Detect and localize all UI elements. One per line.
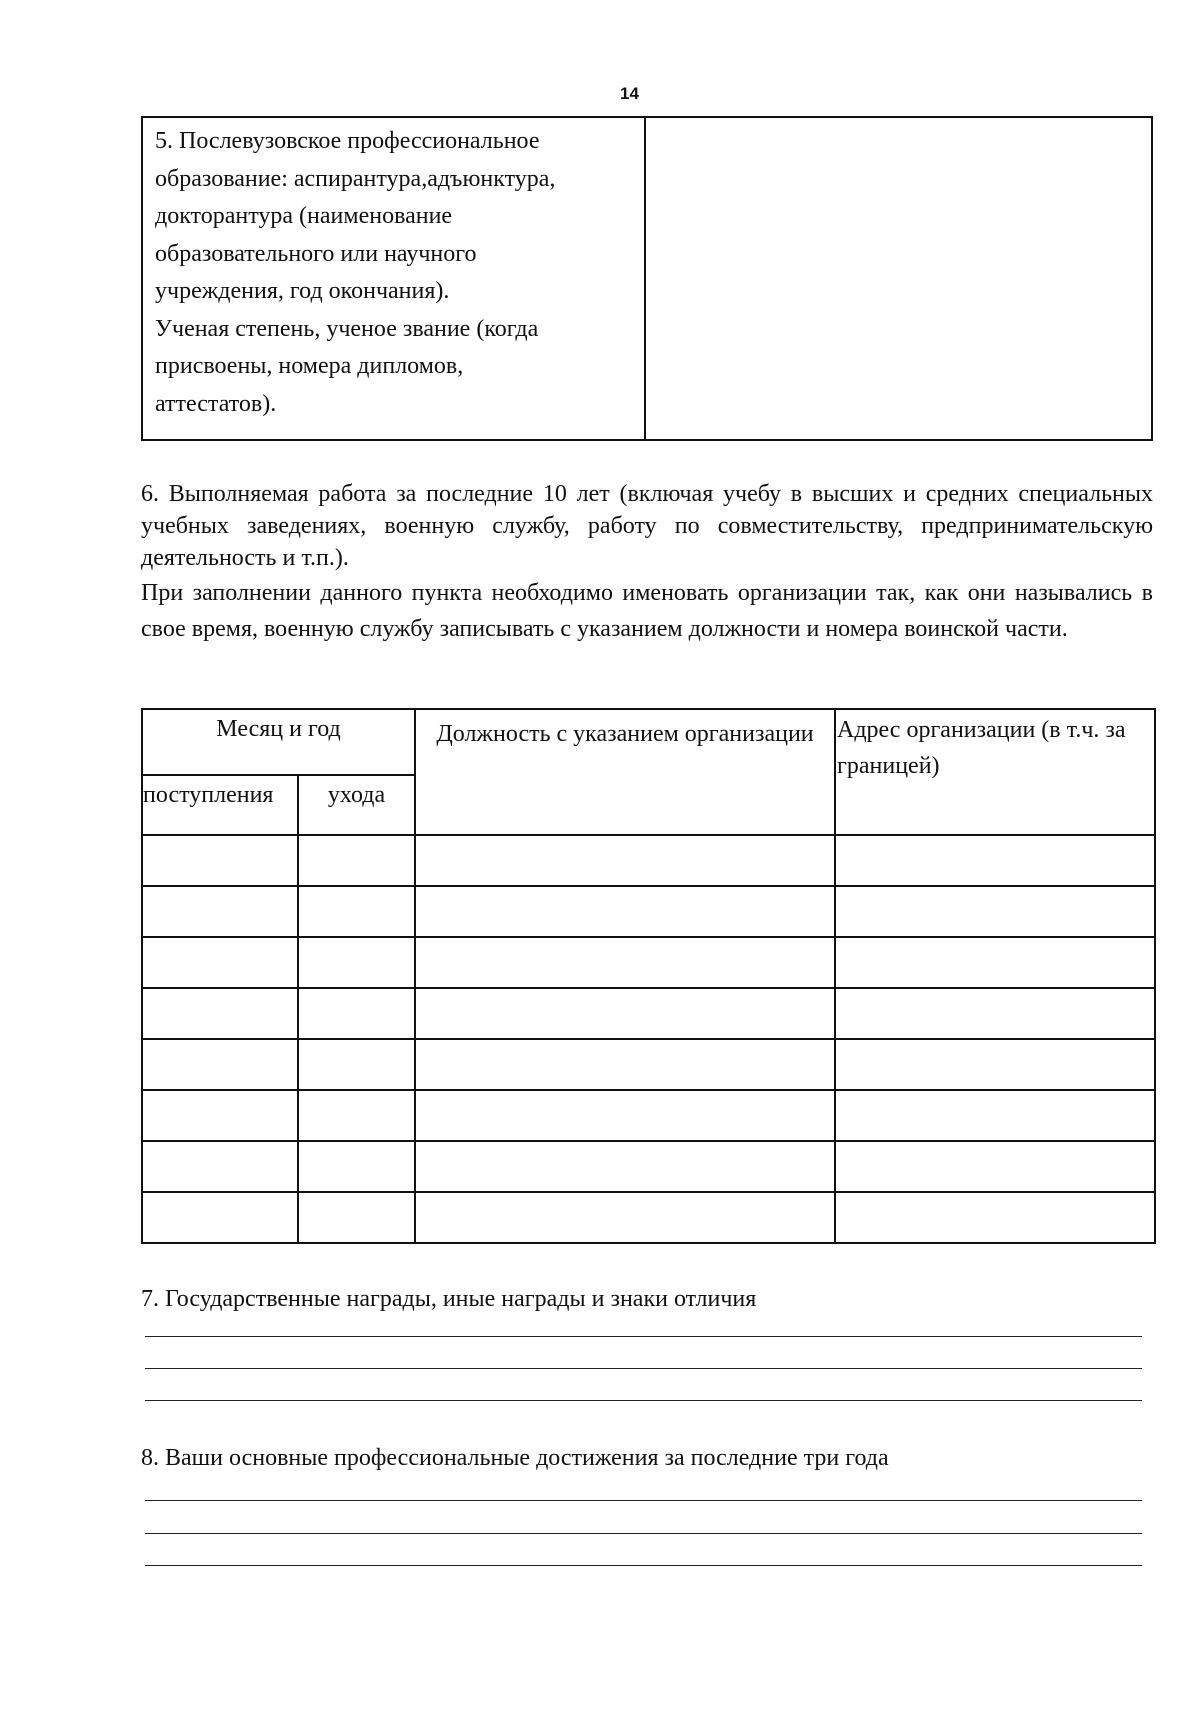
table-row xyxy=(142,835,1155,886)
end-cell[interactable] xyxy=(298,988,415,1039)
end-cell[interactable] xyxy=(298,1039,415,1090)
end-cell[interactable] xyxy=(298,835,415,886)
awards-line-3[interactable] xyxy=(145,1400,1142,1401)
achievements-title: 8. Ваши основные профессиональные достижения за последние три года xyxy=(141,1445,889,1471)
start-cell[interactable] xyxy=(142,835,298,886)
header-address: Адрес организации (в т.ч. за границей) xyxy=(835,709,1155,835)
address-cell[interactable] xyxy=(835,1141,1155,1192)
address-cell[interactable] xyxy=(835,1039,1155,1090)
achievements-line-3[interactable] xyxy=(145,1565,1142,1566)
table-row xyxy=(142,1039,1155,1090)
label-line: образовательного или научного xyxy=(155,240,477,267)
header-position: Должность с указанием организации xyxy=(415,709,835,835)
table-row xyxy=(142,937,1155,988)
achievements-line-2[interactable] xyxy=(145,1533,1142,1534)
label-line: образование: аспирантура,адъюнктура, xyxy=(155,165,556,192)
label-line: присвоены, номера дипломов, xyxy=(155,353,464,379)
table-row xyxy=(142,1141,1155,1192)
address-cell[interactable] xyxy=(835,937,1155,988)
position-cell[interactable] xyxy=(415,937,835,988)
label-line: 5. Послевузовское профессиональное xyxy=(155,128,540,154)
label-line: учреждения, год окончания). xyxy=(155,278,450,304)
achievements-line-1[interactable] xyxy=(145,1500,1142,1501)
table-row xyxy=(142,1090,1155,1141)
start-cell[interactable] xyxy=(142,988,298,1039)
address-cell[interactable] xyxy=(835,1090,1155,1141)
address-cell[interactable] xyxy=(835,886,1155,937)
header-end: ухода xyxy=(298,775,415,835)
awards-line-2[interactable] xyxy=(145,1368,1142,1369)
work-history-instructions: При заполнении данного пункта необходимо именовать организации так, как они назывались в свое время, военную службу записывать с указанием должности и номера воинской части. xyxy=(141,580,1153,642)
position-cell[interactable] xyxy=(415,835,835,886)
header-month-year: Месяц и год xyxy=(142,709,415,775)
end-cell[interactable] xyxy=(298,1090,415,1141)
address-cell[interactable] xyxy=(835,835,1155,886)
position-cell[interactable] xyxy=(415,1192,835,1243)
label-line: докторантура (наименование xyxy=(155,203,453,229)
work-history-heading: 6. Выполняемая работа за последние 10 лет (включая учебу в высших и средних специальных учебных заведениях, военную службу, работу по совместительству, предпринимательскую деятельность и т.п.). xyxy=(141,481,1153,571)
postgraduate-education-label xyxy=(143,118,646,439)
address-cell[interactable] xyxy=(835,1192,1155,1243)
end-cell[interactable] xyxy=(298,886,415,937)
end-cell[interactable] xyxy=(298,937,415,988)
label-line: аттестатов). xyxy=(155,390,277,417)
start-cell[interactable] xyxy=(142,886,298,937)
label-line: Ученая степень, ученое звание (когда xyxy=(155,315,539,342)
postgraduate-education-field[interactable] xyxy=(646,118,1151,439)
position-cell[interactable] xyxy=(415,1141,835,1192)
end-cell[interactable] xyxy=(298,1141,415,1192)
awards-title: 7. Государственные награды, иные награды и знаки отличия xyxy=(141,1286,757,1312)
page-number: 14 xyxy=(620,84,639,103)
position-cell[interactable] xyxy=(415,886,835,937)
position-cell[interactable] xyxy=(415,988,835,1039)
work-history-table xyxy=(141,708,1156,1244)
start-cell[interactable] xyxy=(142,937,298,988)
postgraduate-education-table xyxy=(141,116,1153,441)
table-row xyxy=(142,988,1155,1039)
table-row xyxy=(142,1192,1155,1243)
start-cell[interactable] xyxy=(142,1141,298,1192)
start-cell[interactable] xyxy=(142,1090,298,1141)
position-cell[interactable] xyxy=(415,1090,835,1141)
address-cell[interactable] xyxy=(835,988,1155,1039)
start-cell[interactable] xyxy=(142,1192,298,1243)
position-cell[interactable] xyxy=(415,1039,835,1090)
awards-line-1[interactable] xyxy=(145,1336,1142,1337)
end-cell[interactable] xyxy=(298,1192,415,1243)
header-start: поступления xyxy=(142,775,298,835)
start-cell[interactable] xyxy=(142,1039,298,1090)
table-row xyxy=(142,886,1155,937)
